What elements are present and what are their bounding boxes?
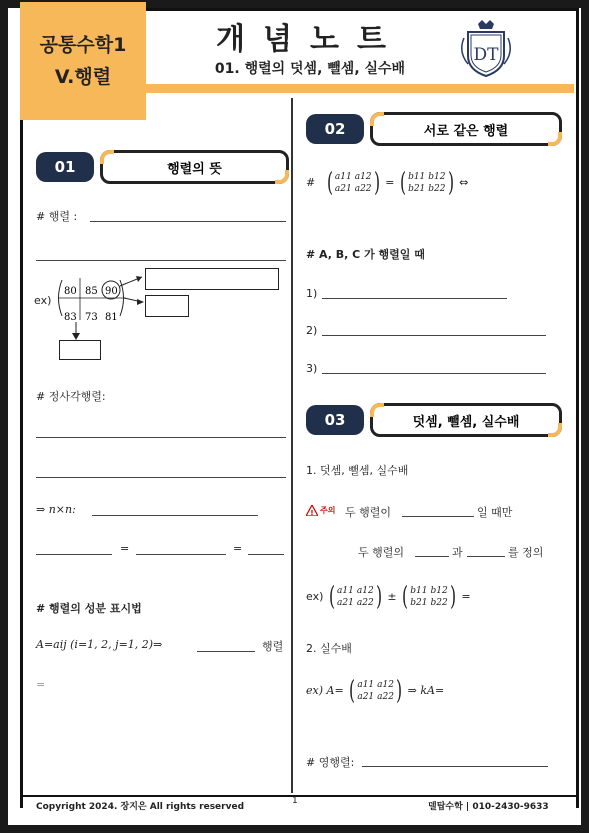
section-number: 02	[306, 114, 364, 144]
component-notation-label: # 행렬의 성분 표시법	[36, 602, 142, 615]
header-accent-bar	[146, 84, 574, 93]
condition-text: 과	[452, 546, 463, 559]
matrix-b: ( b11 b12 b21 b22 )	[402, 582, 456, 612]
course-tag	[20, 2, 146, 120]
zero-matrix-label: # 영행렬:	[306, 756, 355, 769]
equals-sign: =	[36, 678, 46, 691]
section-title: 덧셈, 뺄셈, 실수배	[370, 403, 562, 437]
unit-name: V.행렬	[54, 66, 112, 88]
blank-line	[248, 554, 284, 555]
equals-sign: =	[120, 542, 130, 555]
item-1: 1)	[306, 287, 318, 300]
matrix-a: ( a11 a12 a21 a22 )	[326, 168, 380, 198]
blank-line	[362, 766, 548, 767]
aij-expression: A=aij (i=1, 2, j=1, 2)⇒	[36, 638, 163, 651]
cell: 83	[64, 312, 77, 323]
nxn-text: ⇒ n×n:	[36, 503, 76, 516]
cell: 80	[64, 286, 77, 297]
square-matrix-label: # 정사각행렬:	[36, 390, 106, 403]
item-3: 3)	[306, 362, 318, 375]
blank-line	[467, 556, 505, 557]
warning-icon: ! 주의	[306, 505, 335, 516]
matrix-b: ( b11 b12 b21 b22 )	[399, 168, 454, 198]
dt-logo-icon	[456, 18, 516, 80]
section-02-header	[306, 112, 562, 146]
equals-sign: =	[233, 542, 243, 555]
equal-matrix-row: # ( a11 a12 a21 a22 ) = ( b11 b12 b21 b22 ) ⇔	[306, 168, 469, 198]
section-title: 서로 같은 행렬	[370, 112, 562, 146]
cell: 85	[85, 286, 98, 297]
blank-line	[415, 556, 449, 557]
blank-line	[402, 516, 474, 517]
copyright: Copyright 2024. 장지은 All rights reserved	[36, 802, 245, 812]
frame-right	[576, 8, 579, 808]
scalar-title: 2. 실수배	[306, 642, 352, 655]
hash-label: #	[306, 176, 316, 189]
cell: 73	[85, 312, 98, 323]
blank-line	[36, 437, 286, 438]
blank-line	[36, 477, 286, 478]
blank-line	[322, 298, 507, 299]
section-title: 행렬의 뜻	[100, 150, 289, 184]
section-number: 03	[306, 405, 364, 435]
blank-line	[92, 515, 258, 516]
page-title: 개념노트	[216, 22, 404, 57]
page-subtitle: 01. 행렬의 덧셈, 뺄셈, 실수배	[214, 61, 406, 77]
example-label: ex)	[34, 294, 52, 307]
blank-line	[36, 554, 112, 555]
ops-title: 1. 덧셈, 뺄셈, 실수배	[306, 464, 409, 477]
matrix-a: ( a11 a12 a21 a22 )	[328, 582, 382, 612]
section-03-header	[306, 403, 562, 437]
blank-line	[136, 554, 226, 555]
column-divider	[291, 98, 293, 793]
frame-bottom	[20, 795, 579, 797]
logo-text: DT	[473, 45, 499, 65]
blank-line	[197, 651, 255, 652]
scalar-example: ex) A= ( a11 a12 a21 a22 ) ⇒ kA=	[306, 676, 445, 706]
condition-tail: 일 때만	[477, 506, 513, 519]
blank-line	[322, 335, 546, 336]
condition-text: 두 행렬의	[358, 546, 405, 559]
blank-line	[90, 221, 286, 222]
cell: 81	[105, 312, 118, 323]
matrix-definition-label: # 행렬 :	[36, 210, 78, 223]
svg-text:!: !	[310, 509, 314, 516]
item-2: 2)	[306, 324, 318, 337]
frame-left	[20, 8, 23, 808]
answer-box[interactable]	[59, 340, 101, 360]
condition-text: 를 정의	[508, 546, 544, 559]
blank-line	[36, 260, 286, 261]
nxn-label	[36, 503, 76, 516]
blank-line	[322, 373, 546, 374]
condition-row-1	[306, 504, 391, 520]
sum-example: ex) ( a11 a12 a21 a22 ) ± ( b11 b12 b21 b22 ) =	[306, 582, 471, 612]
section-number: 01	[36, 152, 94, 182]
answer-box[interactable]	[145, 295, 189, 317]
abc-label: # A, B, C 가 행렬일 때	[306, 248, 425, 261]
condition-text: 두 행렬이	[344, 506, 391, 519]
contact: 델탑수학 | 010-2430-9633	[428, 802, 549, 812]
course-name: 공통수학1	[39, 33, 127, 56]
aij-tail: 행렬	[262, 640, 284, 653]
cell: 90	[105, 286, 118, 297]
matrix-a: ( a11 a12 a21 a22 )	[349, 676, 403, 706]
page-number: 1	[292, 796, 298, 806]
section-01-header	[36, 150, 289, 184]
answer-box[interactable]	[145, 268, 279, 290]
iff-arrow: ⇔	[459, 176, 469, 189]
